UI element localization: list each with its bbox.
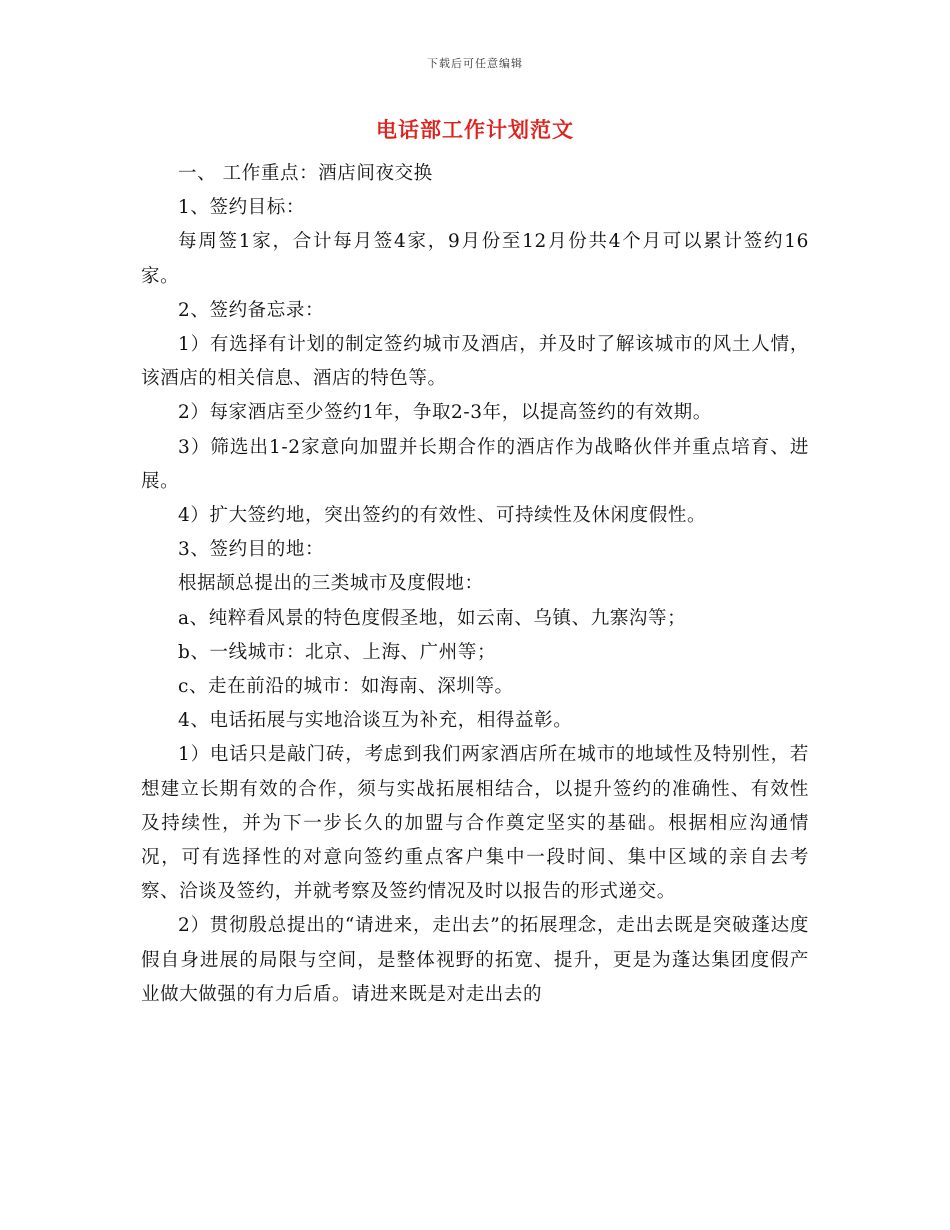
- paragraph: a、纯粹看风景的特色度假圣地，如云南、乌镇、九寨沟等；: [178, 607, 687, 629]
- header-note: 下载后可任意编辑: [427, 57, 523, 70]
- document-title: 电话部工作计划范文: [376, 117, 574, 142]
- paragraph: 2）贯彻殷总提出的“请进来，走出去”的拓展理念，走出去既是突破蓬达度假自身进展的局限与空间，是整体视野的拓宽、提升，更是为蓬达集团度假产业做大做强的有力后盾。请进来既是对走出去的: [141, 915, 809, 1005]
- paragraph: 1）有选择有计划的制定签约城市及酒店，并及时了解该城市的风土人情，该酒店的相关信息、酒店的特色等。: [141, 334, 809, 390]
- paragraph: 每周签1家，合计每月签4家，9月份至12月份共4个月可以累计签约16家。: [141, 231, 809, 287]
- paragraph: c、走在前沿的城市：如海南、深圳等。: [178, 676, 514, 698]
- paragraph: b、一线城市：北京、上海、广州等；: [178, 641, 497, 663]
- paragraph: 3）筛选出1-2家意向加盟并长期合作的酒店作为战略伙伴并重点培育、进展。: [141, 436, 809, 492]
- paragraph: 2）每家酒店至少签约1年，争取2-3年，以提高签约的有效期。: [178, 402, 712, 424]
- paragraph: 3、签约目的地：: [178, 539, 325, 561]
- paragraph: 2、签约备忘录：: [178, 299, 325, 321]
- paragraph: 一、 工作重点：酒店间夜交换: [178, 163, 433, 184]
- paragraph: 4）扩大签约地，突出签约的有效性、可持续性及休闲度假性。: [178, 505, 707, 527]
- paragraph: 1）电话只是敲门砖，考虑到我们两家酒店所在城市的地域性及特别性，若想建立长期有效的合作，须与实战拓展相结合，以提升签约的准确性、有效性及持续性，并为下一步长久的加盟与合作奠定坚实的基础。根据相应沟通情况，可有选择性的对意向签约重点客户集中一段时间、集中区域的亲自去考察、洽谈及签约，并就考察及签约情况及时以报告的形式递交。: [141, 744, 809, 903]
- document-body: [141, 157, 809, 1012]
- paragraph: 1、签约目标：: [178, 197, 305, 219]
- paragraph: 4、电话拓展与实地洽谈互为补充，相得益彰。: [178, 710, 573, 732]
- paragraph: 根据颉总提出的三类城市及度假地：: [178, 573, 484, 595]
